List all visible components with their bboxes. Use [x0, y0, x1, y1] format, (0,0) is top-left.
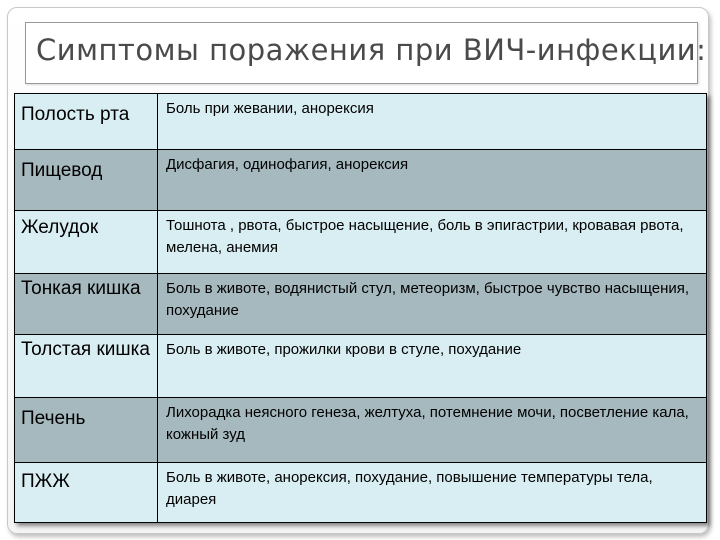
- organ-cell: [15, 335, 158, 398]
- symptoms-cell: [158, 211, 707, 274]
- organ-label: Толстая кишка: [21, 339, 150, 360]
- symptoms-cell: [158, 463, 707, 523]
- symptoms-text: Дисфагия, одинофагия, анорексия: [166, 156, 409, 173]
- organ-cell: [15, 211, 158, 274]
- table-row: [15, 463, 707, 523]
- organ-label: Тонкая кишка: [21, 278, 141, 299]
- symptoms-text: Боль в животе, анорексия, похудание, повышение температуры тела, диарея: [166, 469, 653, 508]
- organ-cell: [15, 398, 158, 463]
- organ-label: Печень: [21, 408, 86, 429]
- organ-label: Желудок: [21, 217, 99, 238]
- symptoms-text: Лихорадка неясного генеза, желтуха, потемнение мочи, посветление кала, кожный зуд: [166, 404, 689, 443]
- symptoms-table: [14, 93, 707, 523]
- table-row: [15, 150, 707, 211]
- symptoms-cell: [158, 94, 707, 150]
- organ-cell: [15, 94, 158, 150]
- organ-cell: [15, 274, 158, 335]
- organ-cell: [15, 463, 158, 523]
- title-box: [25, 22, 707, 84]
- table-row: [15, 94, 707, 150]
- organ-label: Полость рта: [21, 104, 130, 125]
- symptoms-cell: [158, 398, 707, 463]
- table-row: [15, 274, 707, 335]
- symptoms-cell: [158, 150, 707, 211]
- symptoms-text: Тошнота , рвота, быстрое насыщение, боль в эпигастрии, кровавая рвота, мелена, анемия: [166, 217, 684, 256]
- organ-label: Пищевод: [21, 160, 103, 181]
- symptoms-cell: [158, 335, 707, 398]
- organ-label: ПЖЖ: [21, 471, 70, 492]
- slide-title: Симптомы поражения при ВИЧ-инфекции:: [36, 33, 707, 67]
- table-row: [15, 211, 707, 274]
- table-row: [15, 398, 707, 463]
- symptoms-text: Боль в животе, водянистый стул, метеоризм, быстрое чувство насыщения, похудание: [166, 280, 690, 319]
- symptoms-text: Боль в животе, прожилки крови в стуле, похудание: [166, 341, 522, 358]
- organ-cell: [15, 150, 158, 211]
- symptoms-text: Боль при жевании, анорексия: [166, 100, 374, 117]
- symptoms-cell: [158, 274, 707, 335]
- table-row: [15, 335, 707, 398]
